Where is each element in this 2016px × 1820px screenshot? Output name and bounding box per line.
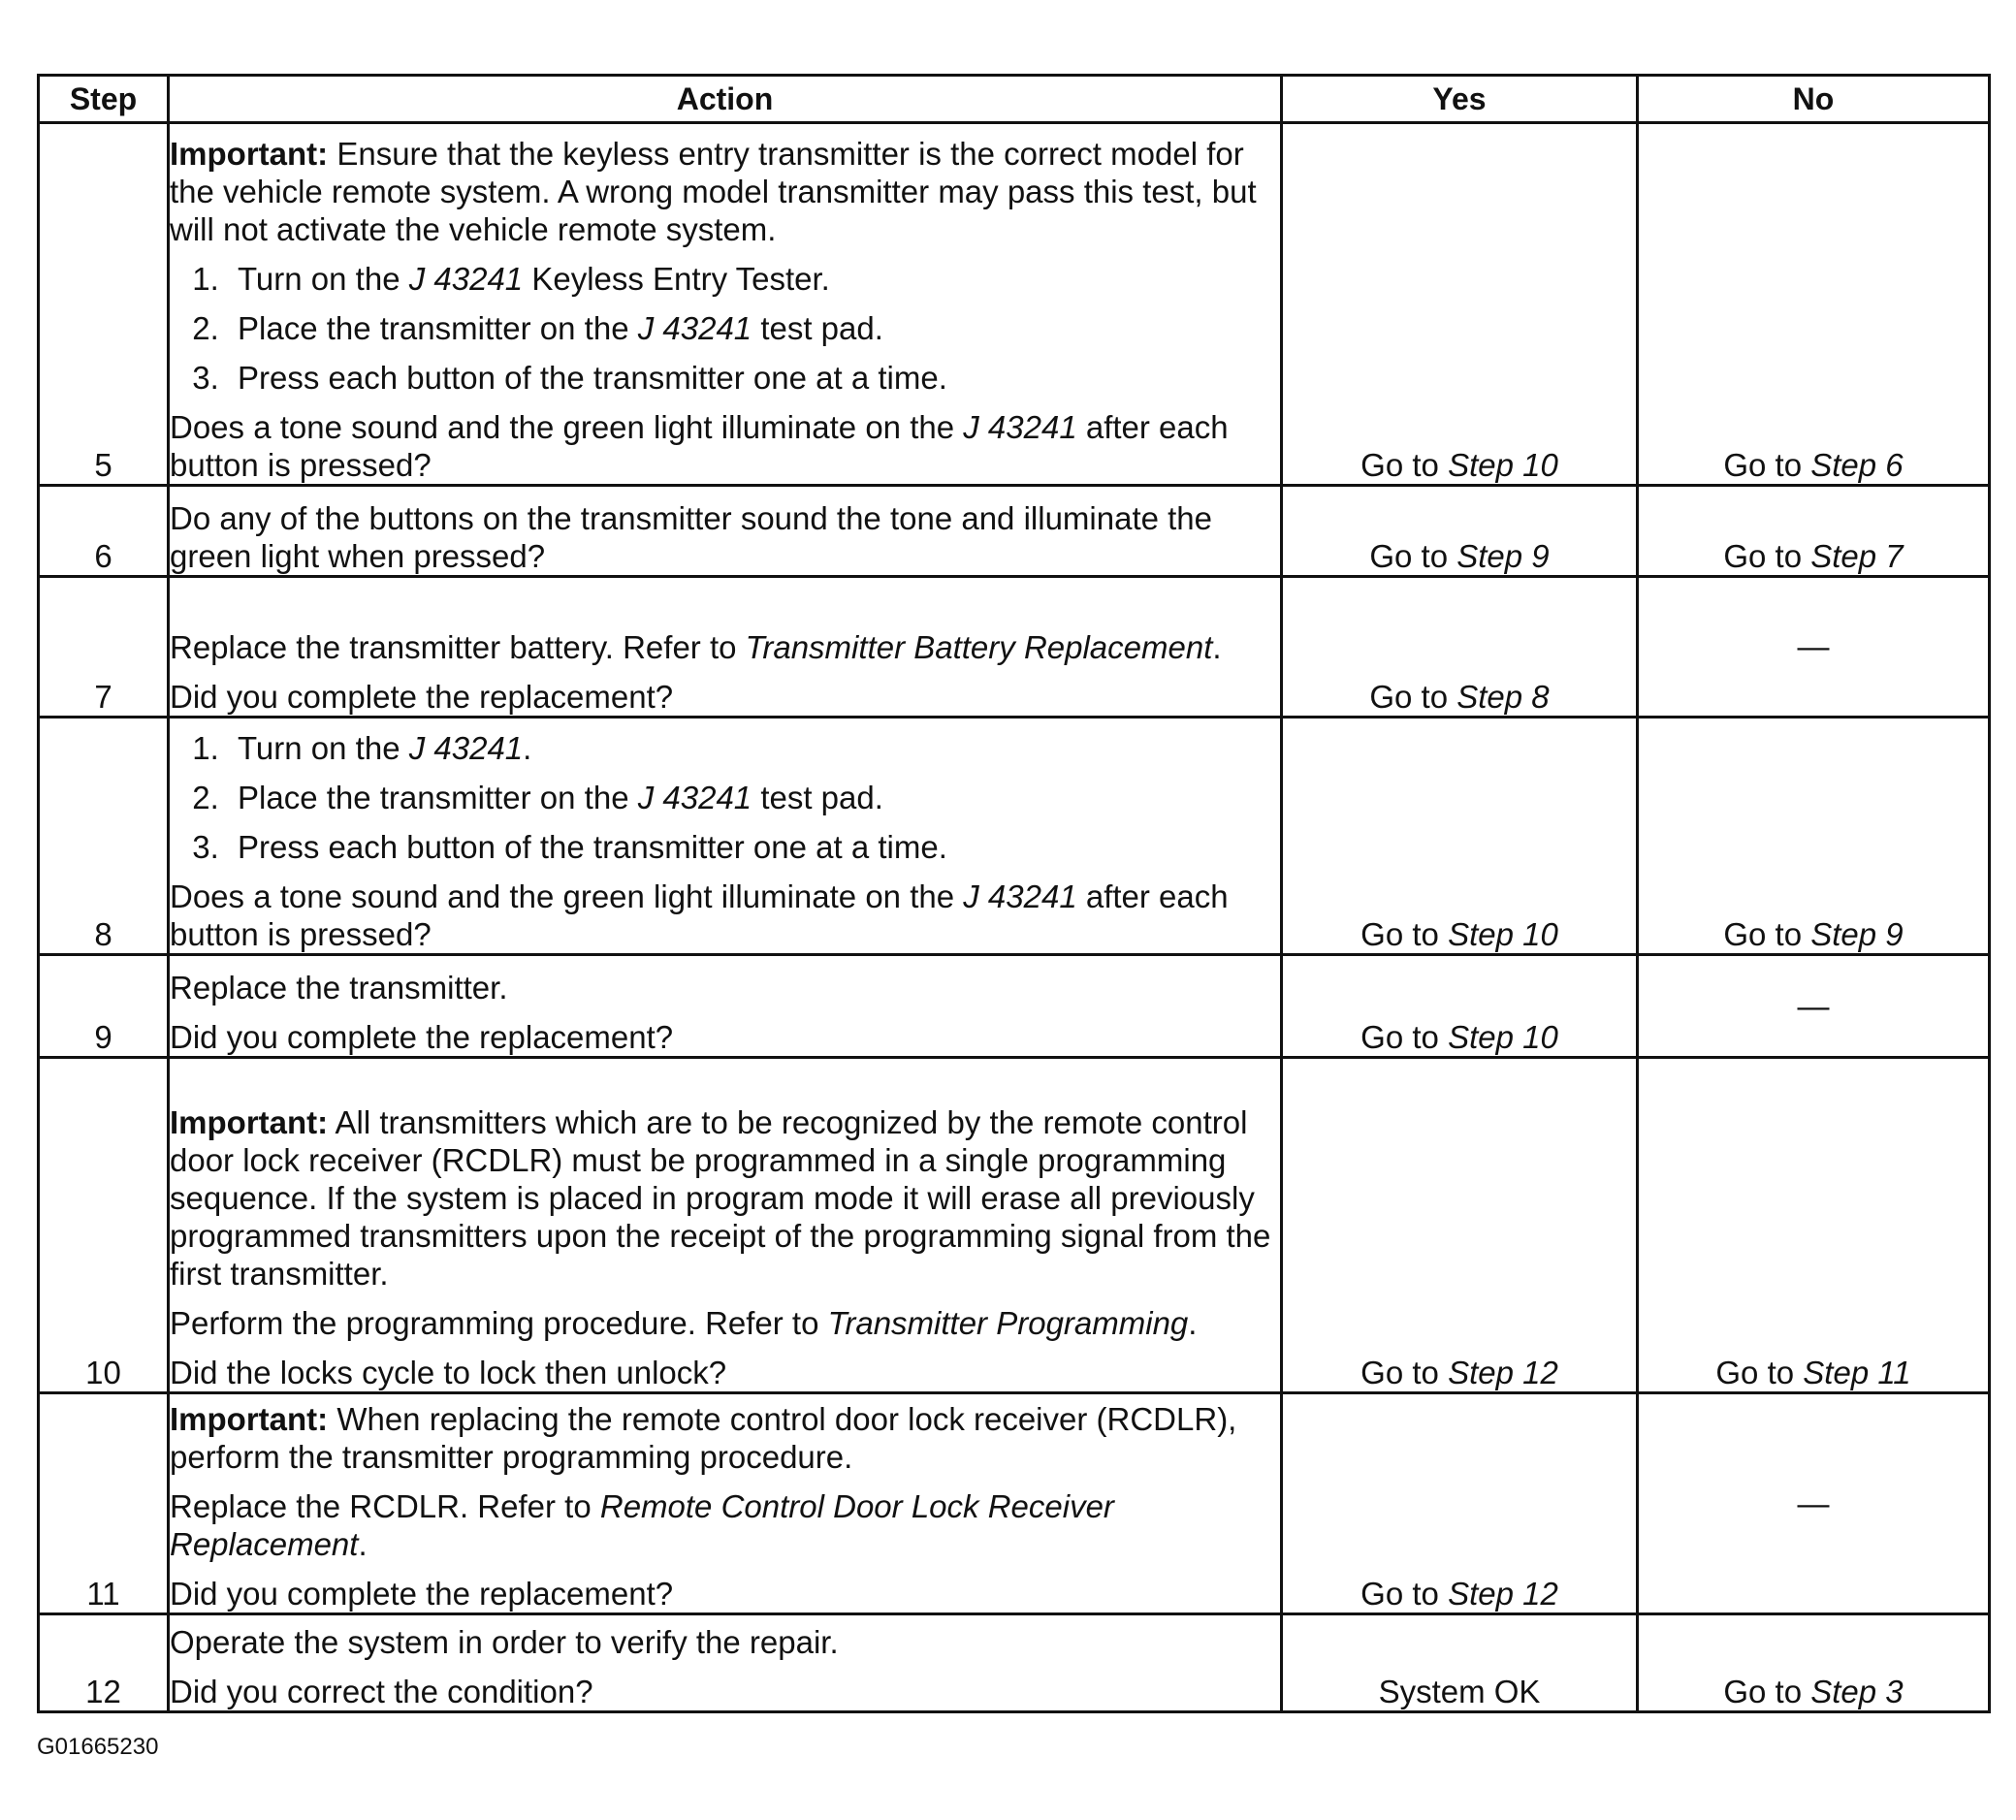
step-link[interactable]: Step 11 [1803,1355,1911,1390]
tool-reference: J 43241 [408,261,524,297]
table-row-step-5 [39,123,1990,486]
no-cell [1638,577,1990,718]
step-link[interactable]: Step 10 [1448,916,1558,952]
header-action: Action [169,76,1282,123]
action-text [170,1304,1280,1342]
goto-text: Go to [1715,1355,1804,1390]
table-row-step-11 [39,1393,1990,1614]
important-label: Important: [170,1401,329,1437]
list-item [228,828,1280,866]
diagnostic-table [37,74,1991,1713]
list-item [228,779,1280,816]
important-label: Important: [170,1104,329,1140]
list-item [228,309,1280,347]
list-item-text: Keyless Entry Tester. [523,261,830,297]
no-cell [1638,1393,1990,1614]
question-part: after each button is pressed? [170,878,1229,952]
step-number: 9 [39,955,169,1058]
table-row-step-7 [39,577,1990,718]
not-applicable-dash: — [1797,1485,1830,1521]
figure-id: G01665230 [37,1734,159,1760]
step-number: 8 [39,718,169,955]
question-text [170,878,1280,953]
action-cell [169,955,1282,1058]
question-part: after each button is pressed? [170,409,1229,483]
procedure-list [170,729,1280,866]
yes-cell [1282,577,1638,718]
action-text [170,1487,1280,1563]
no-cell [1638,718,1990,955]
tool-reference: J 43241 [637,780,752,815]
yes-cell [1282,1614,1638,1712]
tool-reference: J 43241 [408,730,524,766]
step-link[interactable]: Step 7 [1810,538,1904,574]
goto-text: Go to [1723,538,1811,574]
goto-text: Go to [1360,916,1449,952]
important-note [170,1103,1280,1293]
yes-cell [1282,1393,1638,1614]
step-link[interactable]: Step 12 [1448,1576,1558,1612]
important-text: When replacing the remote control door lock receiver (RCDLR), perform the transmitter programming procedure. [170,1401,1237,1475]
step-number: 12 [39,1614,169,1712]
no-cell [1638,955,1990,1058]
goto-text: Go to [1360,1019,1449,1055]
no-cell [1638,123,1990,486]
procedure-list [170,260,1280,397]
important-note [170,1400,1280,1476]
tool-reference: J 43241 [637,310,752,346]
action-text [170,628,1280,666]
action-cell [169,1058,1282,1393]
important-text: Ensure that the keyless entry transmitter is the correct model for the vehicle remote system. A wrong model transmitter may pass this test, but will not activate the vehicle remote system. [170,136,1257,247]
no-cell [1638,486,1990,577]
step-link[interactable]: Step 6 [1810,447,1904,483]
list-item-text: Turn on the [238,261,409,297]
header-row [39,76,1990,123]
step-link[interactable]: Step 9 [1810,916,1904,952]
question-part: Does a tone sound and the green light illuminate on the [170,409,964,445]
yes-cell [1282,718,1638,955]
action-cell [169,1393,1282,1614]
list-item-text: Place the transmitter on the [238,310,638,346]
goto-text: Go to [1723,447,1811,483]
question-text: Did you complete the replacement? [170,1019,674,1055]
question-part: Does a tone sound and the green light illuminate on the [170,878,964,914]
yes-cell [1282,1058,1638,1393]
list-item [228,260,1280,298]
table-row-step-9 [39,955,1990,1058]
table-row-step-6 [39,486,1990,577]
important-text: All transmitters which are to be recognized by the remote control door lock receiver (RCDLR) must be programmed in a single programming sequence. If the system is placed in program mode it will erase all previously programmed transmitters upon the receipt of the programming signal from the first transmitter. [170,1104,1271,1292]
yes-cell [1282,955,1638,1058]
action-text: Operate the system in order to verify the repair. [170,1624,839,1660]
step-link[interactable]: Step 10 [1448,1019,1558,1055]
table-row-step-10 [39,1058,1990,1393]
action-part: . [1212,629,1222,665]
list-item-text: Place the transmitter on the [238,780,638,815]
step-link[interactable]: Step 9 [1456,538,1550,574]
list-item-text: test pad. [752,310,883,346]
list-item-text: Turn on the [238,730,409,766]
action-cell [169,718,1282,955]
procedure-reference[interactable]: Remote Control Door Lock Receiver Replacement [170,1488,1114,1562]
step-link[interactable]: Step 3 [1810,1674,1904,1709]
goto-text: Go to [1369,679,1457,715]
header-yes: Yes [1282,76,1638,123]
goto-text: Go to [1360,1355,1449,1390]
goto-text: Go to [1360,1576,1449,1612]
important-label: Important: [170,136,329,172]
list-item-text: Press each button of the transmitter one at a time. [238,829,947,865]
yes-cell [1282,123,1638,486]
not-applicable-dash: — [1797,628,1830,664]
question-text: Did you complete the replacement? [170,679,674,715]
list-item-text: Press each button of the transmitter one at a time. [238,360,947,396]
header-step: Step [39,76,169,123]
list-item-text: test pad. [752,780,883,815]
action-cell [169,123,1282,486]
list-item [228,359,1280,397]
action-cell [169,486,1282,577]
question-text: Did you correct the condition? [170,1674,593,1709]
procedure-reference[interactable]: Transmitter Battery Replacement [745,629,1213,665]
action-cell [169,1614,1282,1712]
question-text: Did you complete the replacement? [170,1576,674,1612]
action-part: . [1188,1305,1198,1341]
yes-cell [1282,486,1638,577]
goto-text: Go to [1723,916,1811,952]
step-number: 7 [39,577,169,718]
step-number: 6 [39,486,169,577]
question-text [170,408,1280,484]
tool-reference: J 43241 [963,878,1077,914]
action-part: Perform the programming procedure. Refer to [170,1305,828,1341]
step-link[interactable]: Step 10 [1448,447,1558,483]
goto-text: Go to [1360,447,1449,483]
step-number: 5 [39,123,169,486]
action-text: Replace the transmitter. [170,970,508,1006]
table-row-step-12 [39,1614,1990,1712]
goto-text: Go to [1723,1674,1811,1709]
step-number: 10 [39,1058,169,1393]
list-item-text: . [523,730,532,766]
procedure-reference[interactable]: Transmitter Programming [827,1305,1189,1341]
important-note [170,135,1280,248]
question-text: Did the locks cycle to lock then unlock? [170,1355,727,1390]
not-applicable-dash: — [1797,987,1830,1024]
action-part: Replace the transmitter battery. Refer to [170,629,746,665]
list-item [228,729,1280,767]
table-row-step-8 [39,718,1990,955]
header-no: No [1638,76,1990,123]
step-link[interactable]: Step 12 [1448,1355,1558,1390]
action-part: . [358,1526,368,1562]
goto-text: Go to [1369,538,1457,574]
step-number: 11 [39,1393,169,1614]
question-text: Do any of the buttons on the transmitter sound the tone and illuminate the green light when pressed? [170,500,1213,574]
step-link[interactable]: Step 8 [1456,679,1550,715]
tool-reference: J 43241 [963,409,1077,445]
no-cell [1638,1058,1990,1393]
action-cell [169,577,1282,718]
system-ok-text: System OK [1378,1674,1541,1709]
no-cell [1638,1614,1990,1712]
action-part: Replace the RCDLR. Refer to [170,1488,600,1524]
